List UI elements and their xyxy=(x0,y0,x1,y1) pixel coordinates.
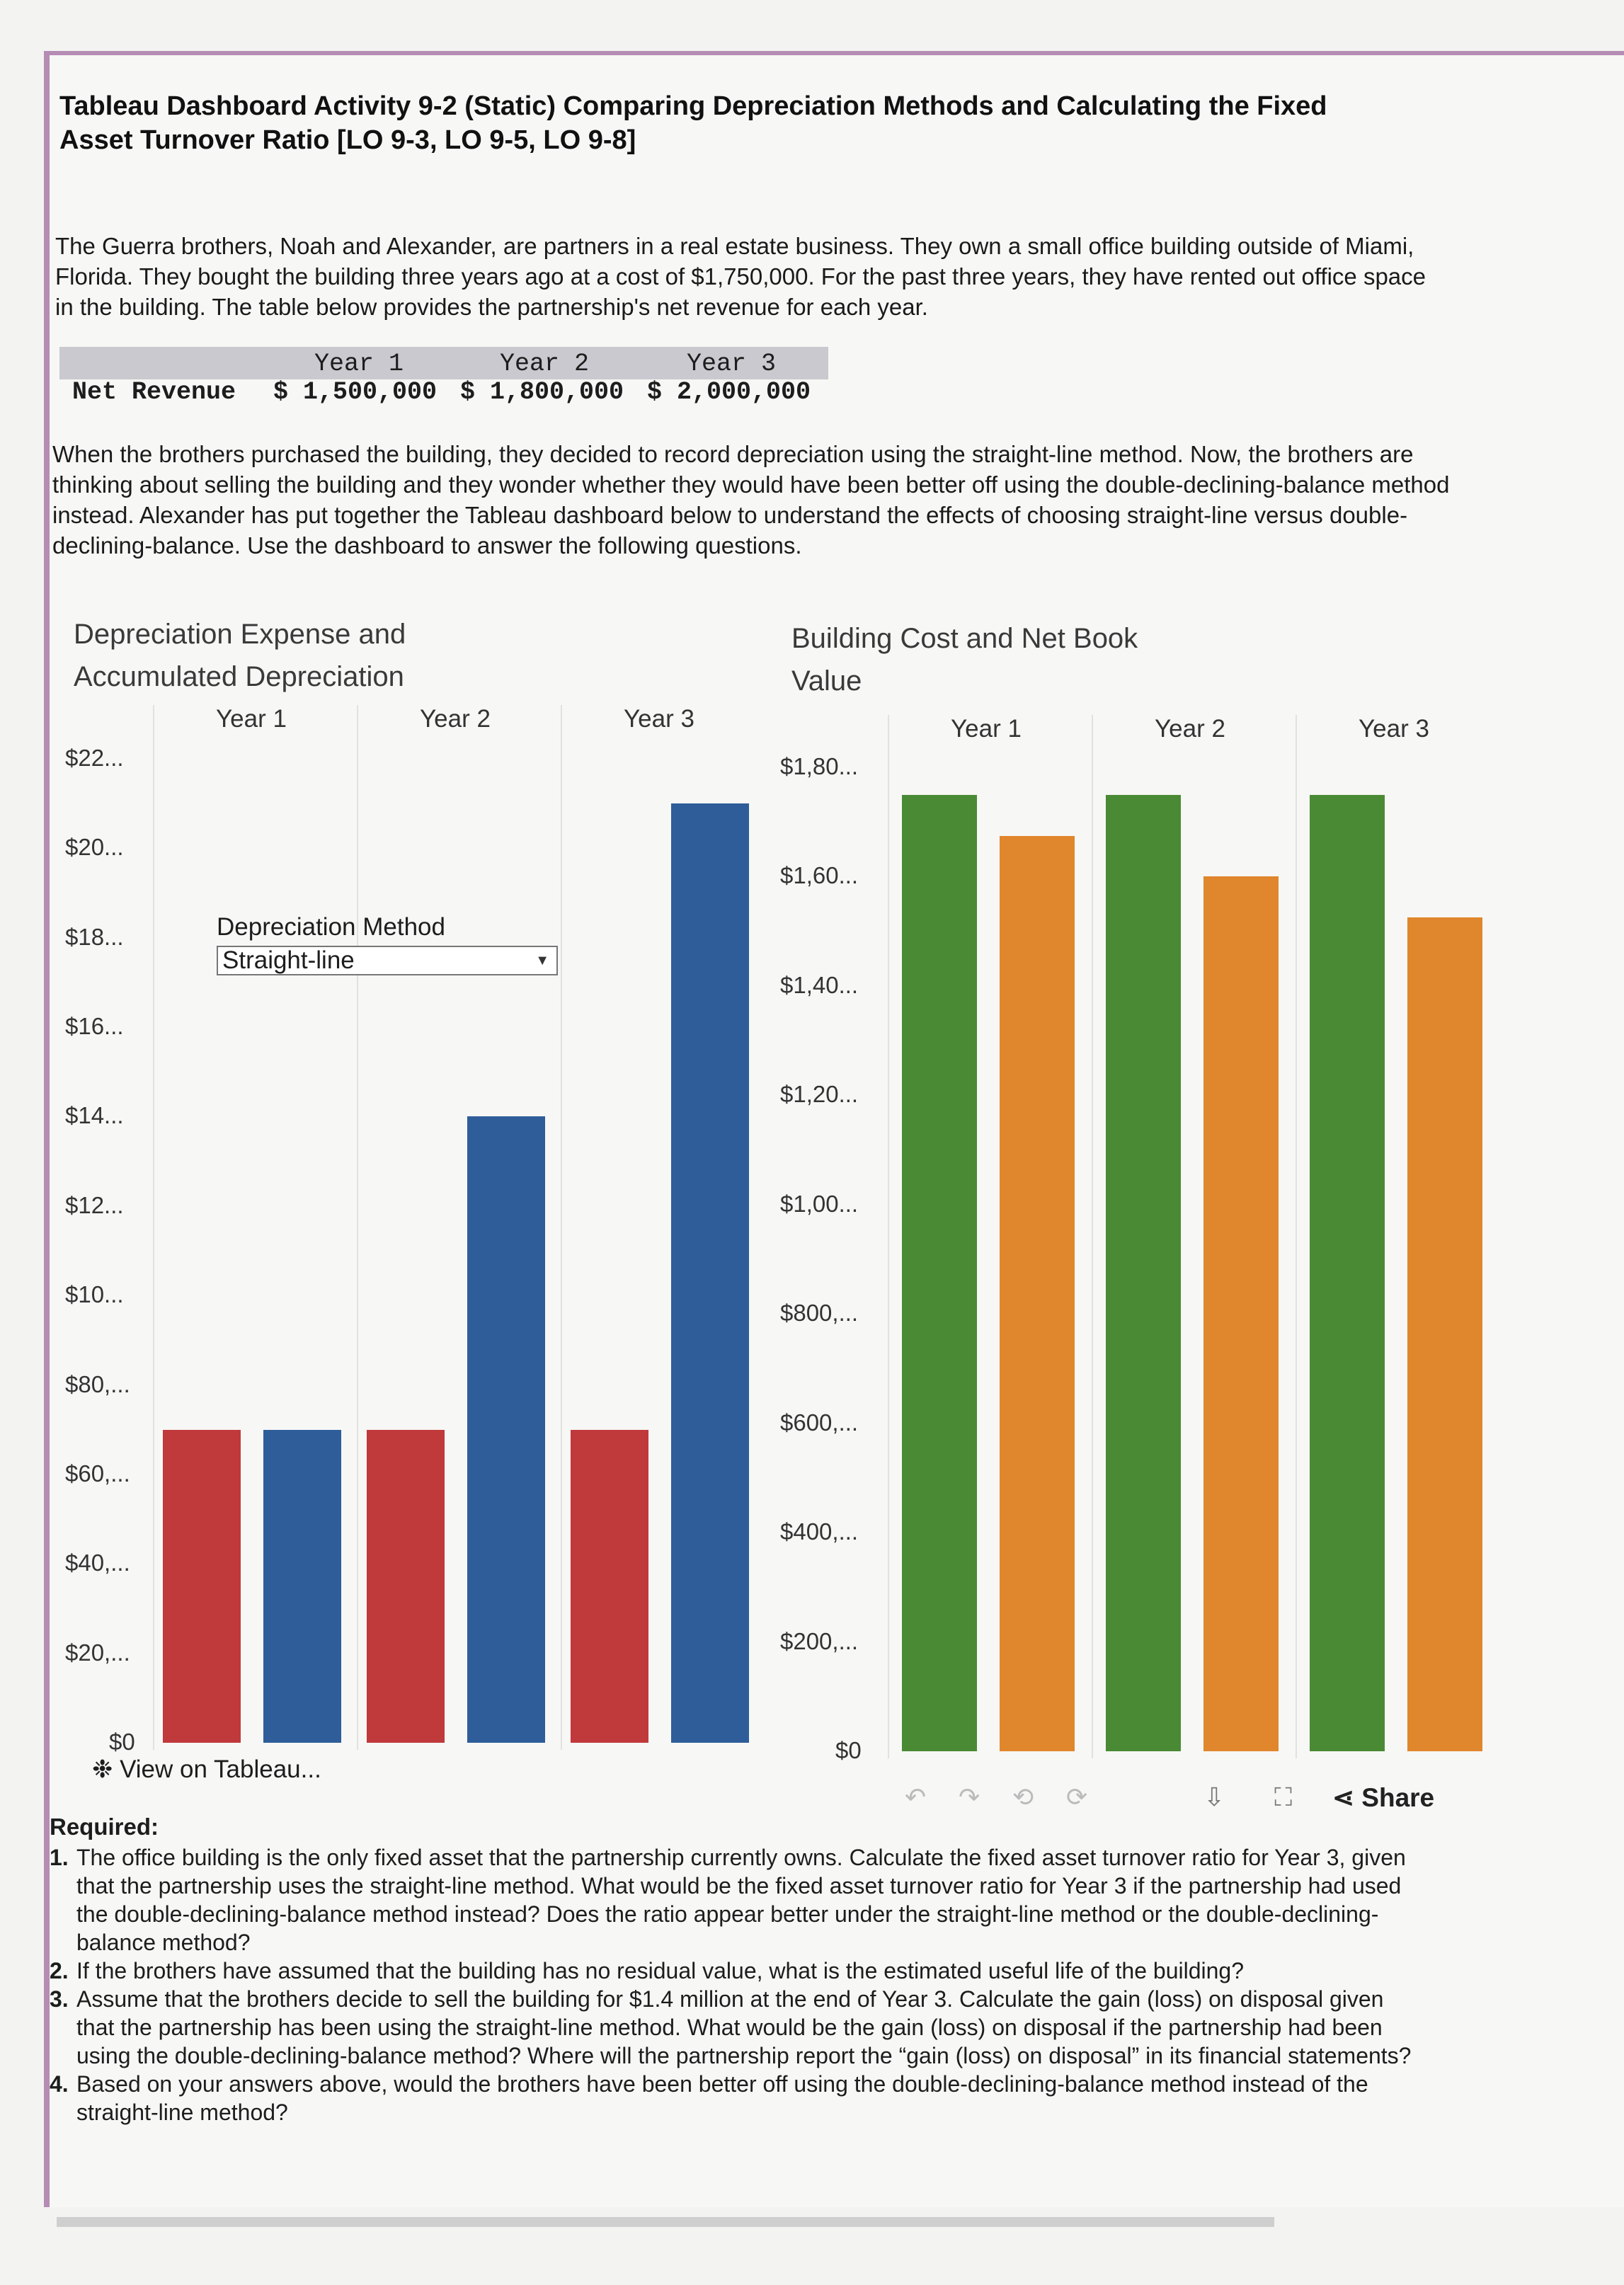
chevron-down-icon: ▼ xyxy=(535,953,549,968)
y-tick-label: $14... xyxy=(65,1102,124,1129)
table-header-row xyxy=(59,347,828,379)
bar-accumulated-depreciation-year-3[interactable] xyxy=(671,803,749,1743)
building-chart-title: Building Cost and Net Book Value xyxy=(791,623,1138,697)
year-label: Year 3 xyxy=(1359,715,1429,743)
y-tick-label: $0 xyxy=(109,1729,135,1755)
y-tick-label: $40,... xyxy=(65,1550,130,1576)
bar-building-cost-year-3[interactable] xyxy=(1310,795,1385,1751)
year-label: Year 2 xyxy=(420,705,491,733)
bar-depreciation-expense-year-1[interactable] xyxy=(163,1430,241,1743)
page-title: Tableau Dashboard Activity 9-2 (Static) Comparing Depreciation Methods and Calculating the Fixed Asset Turnover Ratio [LO 9-3, LO 9-5, LO 9-8] xyxy=(59,91,1327,155)
y-tick-label: $60,... xyxy=(65,1460,130,1487)
y-tick-label: $1,00... xyxy=(780,1190,859,1217)
header-year-1: Year 1 xyxy=(314,350,404,378)
tableau-logo-icon: ❉ xyxy=(92,1756,113,1783)
bar-net-book-value-year-1[interactable] xyxy=(1000,836,1075,1751)
download-icon[interactable]: ⇩ xyxy=(1203,1782,1225,1811)
second-paragraph: When the brothers purchased the building, they decided to record depreciation using the straight-line method. Now, the brothers are thinking about selling the building and they wonder whether they would have been better off using the double-declining-balance method instead. Alexander has put together the Tableau dashboard below to understand the effects of choosing straight-line versus double-declining-balance. Use the dashboard to answer the following questions. xyxy=(52,441,1450,559)
panel-divider xyxy=(888,715,889,1758)
y-tick-label: $400,... xyxy=(780,1518,859,1545)
list-item: 3. Assume that the brothers decide to sell the building for $1.4 million at the end of Year 3. Calculate the gain (loss) on disposal given that the partnership has been using the straight-line method. What would be the gain (loss) on disposal if the partnership had been using the double-declining-balance method? Where will the partnership report the “gain (loss) on disposal” in its financial statements? xyxy=(50,1986,1412,2068)
panel-divider xyxy=(357,705,358,1750)
share-icon: ⋖ xyxy=(1332,1783,1355,1812)
year-label: Year 2 xyxy=(1155,715,1225,743)
y-tick-label: $1,40... xyxy=(780,971,859,998)
bar-depreciation-expense-year-3[interactable] xyxy=(571,1430,648,1743)
filter-label: Depreciation Method xyxy=(217,913,445,941)
panel-divider xyxy=(561,705,562,1750)
y-tick-label: $20,... xyxy=(65,1639,130,1666)
share-button[interactable] xyxy=(1332,1782,1434,1813)
list-item: 2. If the brothers have assumed that the building has no residual value, what is the estimated useful life of the building? xyxy=(50,1958,1245,1983)
panel-divider xyxy=(153,705,154,1750)
y-tick-label: $1,80... xyxy=(780,753,859,779)
y-tick-label: $16... xyxy=(65,1013,124,1040)
y-tick-label: $10... xyxy=(65,1281,124,1308)
header-year-2: Year 2 xyxy=(500,350,590,378)
y-tick-label: $600,... xyxy=(780,1409,859,1436)
horizontal-scrollbar[interactable] xyxy=(57,2217,1274,2227)
y-tick-label: $12... xyxy=(65,1191,124,1218)
row-label: Net Revenue xyxy=(72,378,236,406)
bar-net-book-value-year-2[interactable] xyxy=(1203,876,1279,1751)
y-tick-label: $80,... xyxy=(65,1370,130,1397)
bar-building-cost-year-1[interactable] xyxy=(902,795,977,1751)
y-tick-label: $800,... xyxy=(780,1300,859,1327)
table-row xyxy=(59,378,909,411)
cell-year-3: $ 2,000,000 xyxy=(647,378,811,406)
year-label: Year 1 xyxy=(216,705,287,733)
y-tick-label: $22... xyxy=(65,745,124,771)
depreciation-chart-title: Depreciation Expense and Accumulated Depreciation xyxy=(74,619,406,692)
redo-icon[interactable]: ↷ xyxy=(959,1782,980,1811)
y-tick-label: $1,20... xyxy=(780,1081,859,1108)
panel-divider xyxy=(1296,715,1297,1758)
required-heading: Required: xyxy=(50,1814,159,1840)
dropdown-selected-value: Straight-line xyxy=(222,946,355,974)
list-item: 4. Based on your answers above, would the brothers have been better off using the double-declining-balance method instead of the straight-line method? xyxy=(50,2071,1368,2125)
bar-building-cost-year-2[interactable] xyxy=(1106,795,1181,1751)
view-on-tableau-link[interactable] xyxy=(92,1756,321,1784)
intro-paragraph: The Guerra brothers, Noah and Alexander, are partners in a real estate business. They own a small office building outside of Miami, Florida. They bought the building three years ago at a cost of $1,750,000. For the past three years, they have rented out office space in the building. The table below provides the partnership's net revenue for each year. xyxy=(55,233,1426,320)
bar-accumulated-depreciation-year-2[interactable] xyxy=(467,1116,545,1743)
header-year-3: Year 3 xyxy=(687,350,777,378)
bar-accumulated-depreciation-year-1[interactable] xyxy=(263,1430,341,1743)
cell-year-1: $ 1,500,000 xyxy=(273,378,438,406)
undo-icon[interactable]: ↶ xyxy=(905,1782,927,1811)
depreciation-method-dropdown[interactable] xyxy=(217,946,558,975)
cell-year-2: $ 1,800,000 xyxy=(460,378,624,406)
year-label: Year 3 xyxy=(624,705,694,733)
y-tick-label: $1,60... xyxy=(780,862,859,889)
y-tick-label: $18... xyxy=(65,923,124,950)
panel-divider xyxy=(1092,715,1093,1758)
y-tick-label: $0 xyxy=(835,1737,862,1763)
list-item: 1. The office building is the only fixed asset that the partnership currently owns. Calculate the fixed asset turnover ratio for Year 3, given that the partnership uses the straight-line method. What would be the fixed asset turnover ratio for Year 3 if the partnership had used the double-declining-balance method instead? Does the ratio appear better under the straight-line method or the double-declining-balance method? xyxy=(50,1845,1406,1955)
fullscreen-icon[interactable]: ⛶ xyxy=(1274,1782,1293,1811)
required-list xyxy=(50,1843,1423,2126)
year-label: Year 1 xyxy=(951,715,1022,743)
bar-depreciation-expense-year-2[interactable] xyxy=(367,1430,445,1743)
revert-icon[interactable]: ⟲ xyxy=(1012,1782,1034,1811)
view-on-tableau-label: View on Tableau... xyxy=(120,1756,321,1783)
y-tick-label: $200,... xyxy=(780,1627,859,1654)
y-tick-label: $20... xyxy=(65,834,124,861)
share-label: Share xyxy=(1361,1783,1435,1812)
refresh-icon[interactable]: ⟳ xyxy=(1066,1782,1088,1811)
bar-net-book-value-year-3[interactable] xyxy=(1407,917,1482,1751)
